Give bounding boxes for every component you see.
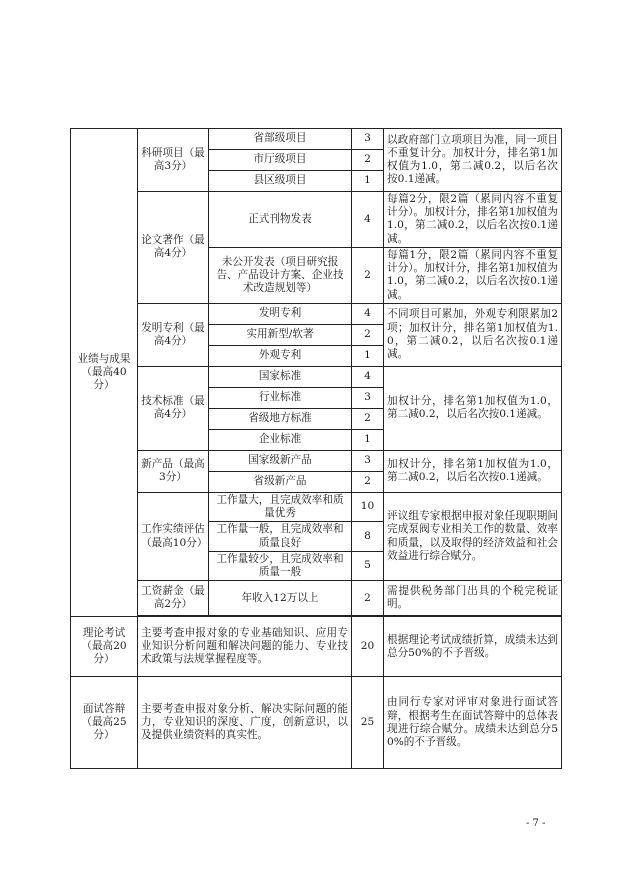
evaluation-score-table xyxy=(70,128,562,769)
category-achievement: 业绩与成果（最高40分） xyxy=(71,129,138,617)
item-name: 工作量较少，且完成效率和质量一般 xyxy=(209,551,352,580)
category-interview: 面试答辩（最高25分） xyxy=(71,677,138,769)
table-row xyxy=(71,581,562,616)
subcategory-salary: 工资薪金（最高2分） xyxy=(138,581,209,616)
category-theory-exam: 理论考试（最高20分） xyxy=(71,617,138,677)
table-row xyxy=(71,129,562,150)
rule-standards: 加权计分，排名第1加权值为1.0，第二减0.2，以后名次按0.1递减。 xyxy=(384,366,562,450)
table-row xyxy=(71,450,562,471)
item-points: 2 xyxy=(352,324,384,345)
item-name: 国家级新产品 xyxy=(209,450,352,471)
rule-research: 以政府部门立项项目为准，同一项目不重复计分。加权计分，排名第1加权值为1.0，第二减0.2，以后名次按0.1递减。 xyxy=(384,129,562,192)
requirement-theory: 主要考查申报对象的专业基础知识、应用专业知识分析问题和解决问题的能力、专业技术政策与法规掌握程度等。 xyxy=(138,617,352,677)
item-points: 4 xyxy=(352,192,384,248)
table-row xyxy=(71,192,562,248)
rule-work: 评议组专家根据申报对象任现职期间完成泵阀专业相关工作的数量、效率和质量，以及取得的经济效益和社会效益进行综合赋分。 xyxy=(384,492,562,580)
item-name: 工作量大，且完成效率和质量优秀 xyxy=(209,492,352,521)
item-points: 2 xyxy=(352,150,384,171)
item-name: 工作量一般，且完成效率和质量良好 xyxy=(209,522,352,551)
table-row xyxy=(71,303,562,324)
item-points: 25 xyxy=(352,677,384,769)
item-points: 2 xyxy=(352,581,384,616)
item-name: 年收入12万以上 xyxy=(209,581,352,616)
item-points: 8 xyxy=(352,522,384,551)
item-name: 企业标准 xyxy=(209,429,352,450)
item-points: 2 xyxy=(352,471,384,492)
item-name: 行业标准 xyxy=(209,387,352,408)
item-name: 实用新型/软著 xyxy=(209,324,352,345)
table-row xyxy=(71,617,562,677)
item-points: 2 xyxy=(352,408,384,429)
requirement-interview: 主要考查申报对象分析、解决实际问题的能力，专业知识的深度、广度，创新意识，以及提供业绩资料的真实性。 xyxy=(138,677,352,769)
item-name: 省级新产品 xyxy=(209,471,352,492)
rule-products: 加权计分，排名第1加权值为1.0，第二减0.2，以后名次按0.1递减。 xyxy=(384,450,562,492)
table-row xyxy=(71,677,562,769)
item-name: 省级地方标准 xyxy=(209,408,352,429)
rule-papers-unpublished: 每篇1分，限2篇（累同内容不重复计分）。加权计分，排名第1加权值为1.0，第二减0.2，以后名次按0.1递减。 xyxy=(384,247,562,303)
item-points: 20 xyxy=(352,617,384,677)
page-number: - 7 - xyxy=(526,818,546,829)
item-points: 3 xyxy=(352,387,384,408)
subcategory-standards: 技术标准（最高4分） xyxy=(138,366,209,450)
subcategory-patents: 发明专利（最高4分） xyxy=(138,303,209,366)
rule-patents: 不同项目可累加，外观专利限累加2项；加权计分，排名第1加权值为1.0，第二减0.2，以后名次按0.1递减。 xyxy=(384,303,562,366)
item-name: 未公开发表（项目研究报告、产品设计方案、企业技术改造规划等） xyxy=(209,247,352,303)
item-points: 3 xyxy=(352,129,384,150)
item-name: 外观专利 xyxy=(209,345,352,366)
item-points: 4 xyxy=(352,366,384,387)
item-points: 1 xyxy=(352,171,384,192)
item-name: 县区级项目 xyxy=(209,171,352,192)
rule-theory: 根据理论考试成绩折算，成绩未达到总分50%的不予晋级。 xyxy=(384,617,562,677)
rule-interview: 由同行专家对评审对象进行面试答辩，根据考生在面试答辩中的总体表现进行综合赋分。成绩未达到总分50%的不予晋级。 xyxy=(384,677,562,769)
item-points: 1 xyxy=(352,429,384,450)
item-name: 省部级项目 xyxy=(209,129,352,150)
item-points: 10 xyxy=(352,492,384,521)
item-name: 市厅级项目 xyxy=(209,150,352,171)
item-name: 发明专利 xyxy=(209,303,352,324)
rule-salary: 需提供税务部门出具的个税完税证明。 xyxy=(384,581,562,616)
item-name: 国家标准 xyxy=(209,366,352,387)
item-points: 5 xyxy=(352,551,384,580)
item-points: 2 xyxy=(352,247,384,303)
table-row xyxy=(71,492,562,521)
item-points: 4 xyxy=(352,303,384,324)
subcategory-papers: 论文著作（最高4分） xyxy=(138,192,209,304)
subcategory-products: 新产品（最高3分） xyxy=(138,450,209,492)
subcategory-research: 科研项目（最高3分） xyxy=(138,129,209,192)
item-points: 1 xyxy=(352,345,384,366)
table-row xyxy=(71,366,562,387)
item-name: 正式刊物发表 xyxy=(209,192,352,248)
item-points: 3 xyxy=(352,450,384,471)
rule-papers-published: 每篇2分，限2篇（累同内容不重复计分）。加权计分，排名第1加权值为1.0，第二减0.2，以后名次按0.1递减。 xyxy=(384,192,562,248)
subcategory-work: 工作实绩评估（最高10分） xyxy=(138,492,209,580)
